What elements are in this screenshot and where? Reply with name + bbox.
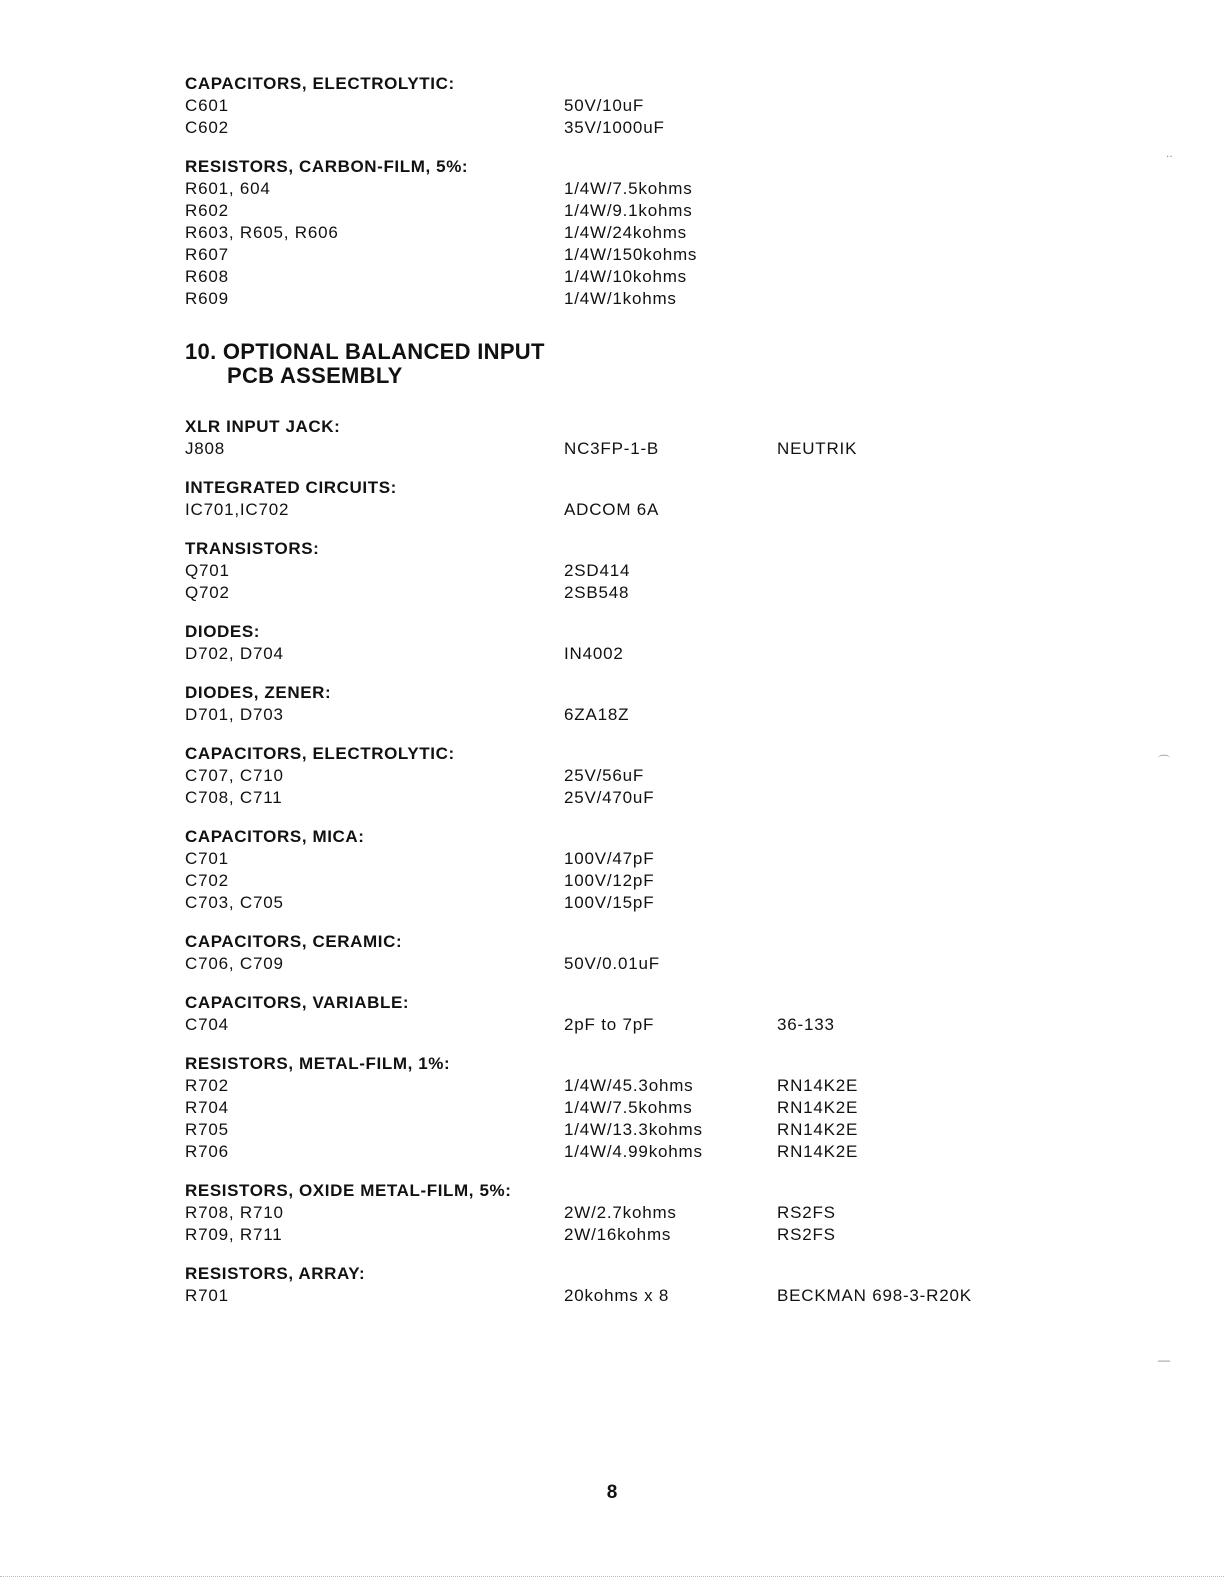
part-value: 1/4W/4.99kohms	[564, 1142, 703, 1161]
part-row	[185, 643, 1085, 665]
part-reference: C704	[185, 1015, 229, 1034]
section-title-line1: 10. OPTIONAL BALANCED INPUT	[185, 339, 545, 364]
part-value: 50V/10uF	[564, 96, 645, 115]
parts-group	[185, 1263, 1085, 1307]
part-value: 1/4W/150kohms	[564, 245, 698, 264]
part-reference: C601	[185, 96, 229, 115]
parts-group	[185, 73, 1085, 139]
scan-edge	[0, 1576, 1224, 1577]
part-value: 2SB548	[564, 583, 630, 602]
parts-group	[185, 1180, 1085, 1246]
part-row	[185, 1141, 1085, 1163]
part-row	[185, 787, 1085, 809]
part-value: 2pF to 7pF	[564, 1015, 655, 1034]
group-heading: CAPACITORS, VARIABLE:	[185, 993, 410, 1012]
group-heading: CAPACITORS, MICA:	[185, 827, 365, 846]
part-value: NC3FP-1-B	[564, 439, 660, 458]
part-row	[185, 438, 1085, 460]
part-reference: C706, C709	[185, 954, 284, 973]
part-reference: R603, R605, R606	[185, 223, 339, 242]
part-value: 1/4W/10kohms	[564, 267, 687, 286]
part-reference: D702, D704	[185, 644, 284, 663]
part-number: RS2FS	[777, 1203, 836, 1222]
part-reference: R706	[185, 1142, 229, 1161]
parts-group	[185, 416, 1085, 460]
part-reference: C701	[185, 849, 229, 868]
parts-group	[185, 538, 1085, 604]
group-heading: RESISTORS, OXIDE METAL-FILM, 5%:	[185, 1181, 512, 1200]
part-value: 25V/470uF	[564, 788, 655, 807]
part-row	[185, 1097, 1085, 1119]
part-value: 100V/15pF	[564, 893, 655, 912]
parts-group	[185, 621, 1085, 665]
part-number: 36-133	[777, 1015, 835, 1034]
part-row	[185, 200, 1085, 222]
part-reference: R704	[185, 1098, 229, 1117]
part-value: 6ZA18Z	[564, 705, 630, 724]
part-row	[185, 244, 1085, 266]
part-reference: C708, C711	[185, 788, 283, 807]
part-reference: R609	[185, 289, 229, 308]
part-value: 100V/47pF	[564, 849, 655, 868]
part-row	[185, 870, 1085, 892]
part-row	[185, 1202, 1085, 1224]
group-heading: RESISTORS, METAL-FILM, 1%:	[185, 1054, 451, 1073]
part-value: ADCOM 6A	[564, 500, 660, 519]
part-value: 1/4W/7.5kohms	[564, 1098, 693, 1117]
parts-group	[185, 743, 1085, 809]
part-reference: R702	[185, 1076, 229, 1095]
part-row	[185, 704, 1085, 726]
group-heading: CAPACITORS, CERAMIC:	[185, 932, 403, 951]
part-value: 50V/0.01uF	[564, 954, 660, 973]
section-title-line2: PCB ASSEMBLY	[227, 363, 403, 388]
part-number: NEUTRIK	[777, 439, 858, 458]
scan-mark: —	[1158, 1353, 1170, 1367]
part-row	[185, 1119, 1085, 1141]
group-heading: DIODES, ZENER:	[185, 683, 332, 702]
part-reference: R608	[185, 267, 229, 286]
group-heading: XLR INPUT JACK:	[185, 417, 341, 436]
part-number: RS2FS	[777, 1225, 836, 1244]
part-reference: Q702	[185, 583, 230, 602]
part-reference: C702	[185, 871, 229, 890]
part-number: RN14K2E	[777, 1098, 859, 1117]
part-row	[185, 1075, 1085, 1097]
part-row	[185, 848, 1085, 870]
part-value: 1/4W/7.5kohms	[564, 179, 693, 198]
part-row	[185, 288, 1085, 310]
part-reference: R705	[185, 1120, 229, 1139]
part-reference: IC701,IC702	[185, 500, 290, 519]
main-sections	[185, 416, 1085, 1307]
part-reference: R601, 604	[185, 179, 271, 198]
part-number: BECKMAN 698-3-R20K	[777, 1286, 972, 1305]
part-value: 1/4W/1kohms	[564, 289, 677, 308]
part-number: RN14K2E	[777, 1142, 859, 1161]
part-row	[185, 117, 1085, 139]
group-heading: CAPACITORS, ELECTROLYTIC:	[185, 744, 455, 763]
part-value: IN4002	[564, 644, 624, 663]
page-number: 8	[606, 1482, 618, 1503]
part-reference: Q701	[185, 561, 230, 580]
part-row	[185, 892, 1085, 914]
part-value: 1/4W/9.1kohms	[564, 201, 693, 220]
part-row	[185, 1285, 1085, 1307]
part-row	[185, 1014, 1085, 1036]
part-reference: R602	[185, 201, 229, 220]
group-heading: TRANSISTORS:	[185, 539, 320, 558]
part-row	[185, 1224, 1085, 1246]
part-value: 2SD414	[564, 561, 631, 580]
top-sections	[185, 73, 1085, 310]
part-reference: C707, C710	[185, 766, 284, 785]
parts-group	[185, 931, 1085, 975]
part-row	[185, 178, 1085, 200]
part-value: 1/4W/45.3ohms	[564, 1076, 694, 1095]
parts-group	[185, 992, 1085, 1036]
part-value: 1/4W/24kohms	[564, 223, 687, 242]
part-reference: R607	[185, 245, 229, 264]
part-value: 2W/16kohms	[564, 1225, 672, 1244]
section-title	[185, 340, 1085, 388]
part-row	[185, 222, 1085, 244]
part-value: 100V/12pF	[564, 871, 655, 890]
part-value: 35V/1000uF	[564, 118, 665, 137]
part-reference: C703, C705	[185, 893, 284, 912]
scan-mark: ⌒	[1158, 754, 1171, 768]
parts-group	[185, 1053, 1085, 1163]
part-row	[185, 499, 1085, 521]
part-row	[185, 266, 1085, 288]
part-number: RN14K2E	[777, 1076, 859, 1095]
group-heading: RESISTORS, ARRAY:	[185, 1264, 366, 1283]
part-value: 2W/2.7kohms	[564, 1203, 677, 1222]
part-reference: D701, D703	[185, 705, 284, 724]
part-value: 25V/56uF	[564, 766, 645, 785]
parts-group	[185, 682, 1085, 726]
parts-list-page	[185, 73, 1085, 1307]
part-value: 1/4W/13.3kohms	[564, 1120, 703, 1139]
group-heading: RESISTORS, CARBON-FILM, 5%:	[185, 157, 469, 176]
part-row	[185, 582, 1085, 604]
part-reference: J808	[185, 439, 226, 458]
scan-mark: ..	[1166, 146, 1173, 160]
part-number: RN14K2E	[777, 1120, 859, 1139]
part-row	[185, 560, 1085, 582]
part-row	[185, 953, 1085, 975]
parts-group	[185, 477, 1085, 521]
part-reference: R701	[185, 1286, 229, 1305]
part-row	[185, 765, 1085, 787]
part-value: 20kohms x 8	[564, 1286, 670, 1305]
part-row	[185, 95, 1085, 117]
part-reference: R709, R711	[185, 1225, 283, 1244]
group-heading: INTEGRATED CIRCUITS:	[185, 478, 397, 497]
part-reference: C602	[185, 118, 229, 137]
group-heading: CAPACITORS, ELECTROLYTIC:	[185, 74, 455, 93]
parts-group	[185, 826, 1085, 914]
part-reference: R708, R710	[185, 1203, 284, 1222]
group-heading: DIODES:	[185, 622, 261, 641]
parts-group	[185, 156, 1085, 310]
